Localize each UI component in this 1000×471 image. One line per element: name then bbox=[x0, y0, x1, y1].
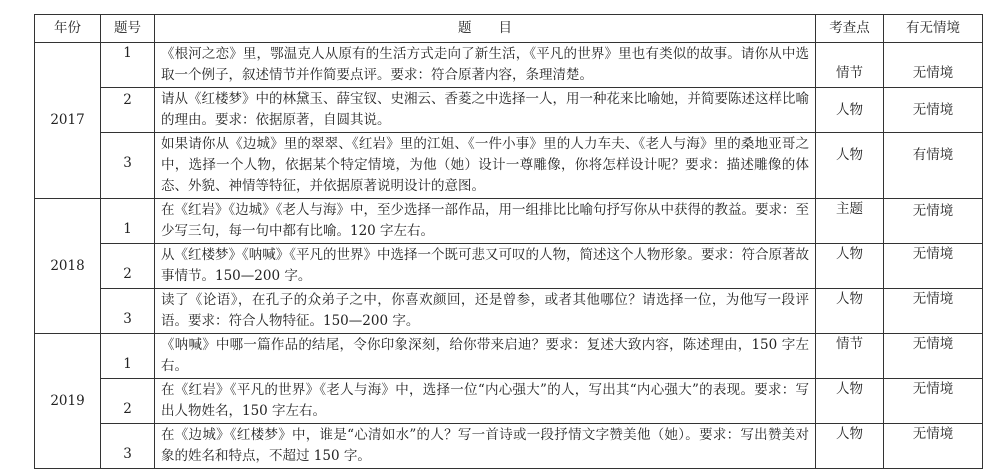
table-row bbox=[35, 424, 983, 469]
assessment-point: 人物 bbox=[816, 88, 884, 133]
question-text: 读了《论语》，在孔子的众弟子之中，你喜欢颜回，还是曾参，或者其他哪位？请选择一位，为他写一段评语。要求：符合人物特征。150—200 字。 bbox=[155, 289, 816, 334]
table-row bbox=[35, 289, 983, 334]
table-row bbox=[35, 88, 983, 133]
assessment-point: 人物 bbox=[816, 244, 884, 289]
assessment-point: 情节 bbox=[816, 334, 884, 379]
question-number: 3 bbox=[101, 289, 155, 334]
header-number: 题号 bbox=[101, 15, 155, 43]
assessment-point: 情节 bbox=[816, 43, 884, 88]
header-context: 有无情境 bbox=[884, 15, 983, 43]
context-flag: 无情境 bbox=[884, 244, 983, 289]
context-flag: 无情境 bbox=[884, 88, 983, 133]
question-number: 2 bbox=[101, 379, 155, 424]
question-text: 请从《红楼梦》中的林黛玉、薛宝钗、史湘云、香菱之中选择一人，用一种花来比喻她，并简要陈述这样比喻的理由。要求：依据原著，自圆其说。 bbox=[155, 88, 816, 133]
header-point: 考查点 bbox=[816, 15, 884, 43]
header-year: 年份 bbox=[35, 15, 101, 43]
question-text: 在《边城》《红楼梦》中，谁是“心清如水”的人？写一首诗或一段抒情文字赞美他（她）。要求：写出赞美对象的姓名和特点，不超过 150 字。 bbox=[155, 424, 816, 469]
context-flag: 无情境 bbox=[884, 424, 983, 469]
table-row bbox=[35, 133, 983, 199]
table-row bbox=[35, 43, 983, 88]
table-container bbox=[34, 14, 982, 469]
context-flag: 无情境 bbox=[884, 199, 983, 244]
table-row bbox=[35, 379, 983, 424]
question-text: 在《红岩》《边城》《老人与海》中，至少选择一部作品，用一组排比比喻句抒写你从中获得的教益。要求：至少写三句，每一句中都有比喻。120 字左右。 bbox=[155, 199, 816, 244]
question-number: 3 bbox=[101, 133, 155, 199]
assessment-point: 人物 bbox=[816, 289, 884, 334]
context-flag: 有情境 bbox=[884, 133, 983, 199]
context-flag: 无情境 bbox=[884, 43, 983, 88]
question-number: 1 bbox=[101, 334, 155, 379]
question-number: 3 bbox=[101, 424, 155, 469]
header-question: 题 目 bbox=[155, 15, 816, 43]
year-cell-2019: 2019 bbox=[35, 334, 101, 469]
year-cell-2017: 2017 bbox=[35, 43, 101, 199]
table-row bbox=[35, 244, 983, 289]
question-text: 《呐喊》中哪一篇作品的结尾，令你印象深刻，给你带来启迪？要求：复述大致内容，陈述理由，150 字左右。 bbox=[155, 334, 816, 379]
question-number: 1 bbox=[101, 199, 155, 244]
table-row bbox=[35, 199, 983, 244]
assessment-point: 人物 bbox=[816, 424, 884, 469]
context-flag: 无情境 bbox=[884, 379, 983, 424]
reading-questions-table bbox=[34, 14, 983, 469]
table-row bbox=[35, 334, 983, 379]
question-number: 1 bbox=[101, 43, 155, 88]
context-flag: 无情境 bbox=[884, 334, 983, 379]
question-number: 2 bbox=[101, 88, 155, 133]
context-flag: 无情境 bbox=[884, 289, 983, 334]
assessment-point: 主题 bbox=[816, 199, 884, 244]
question-text: 《根河之恋》里，鄂温克人从原有的生活方式走向了新生活，《平凡的世界》里也有类似的故事。请你从中选取一个例子，叙述情节并作简要点评。要求：符合原著内容，条理清楚。 bbox=[155, 43, 816, 88]
question-text: 如果请你从《边城》里的翠翠、《红岩》里的江姐、《一件小事》里的人力车夫、《老人与海》里的桑地亚哥之中，选择一个人物，依据某个特定情境，为他（她）设计一尊雕像，你将怎样设计呢？要求：描述雕像的体态、外貌、神情等特征，并依据原著说明设计的意图。 bbox=[155, 133, 816, 199]
question-number: 2 bbox=[101, 244, 155, 289]
assessment-point: 人物 bbox=[816, 379, 884, 424]
question-text: 在《红岩》《平凡的世界》《老人与海》中，选择一位“内心强大”的人，写出其“内心强大”的表现。要求：写出人物姓名，150 字左右。 bbox=[155, 379, 816, 424]
header-row bbox=[35, 15, 983, 43]
year-cell-2018: 2018 bbox=[35, 199, 101, 334]
question-text: 从《红楼梦》《呐喊》《平凡的世界》中选择一个既可悲又可叹的人物，简述这个人物形象。要求：符合原著故事情节。150—200 字。 bbox=[155, 244, 816, 289]
assessment-point: 人物 bbox=[816, 133, 884, 199]
